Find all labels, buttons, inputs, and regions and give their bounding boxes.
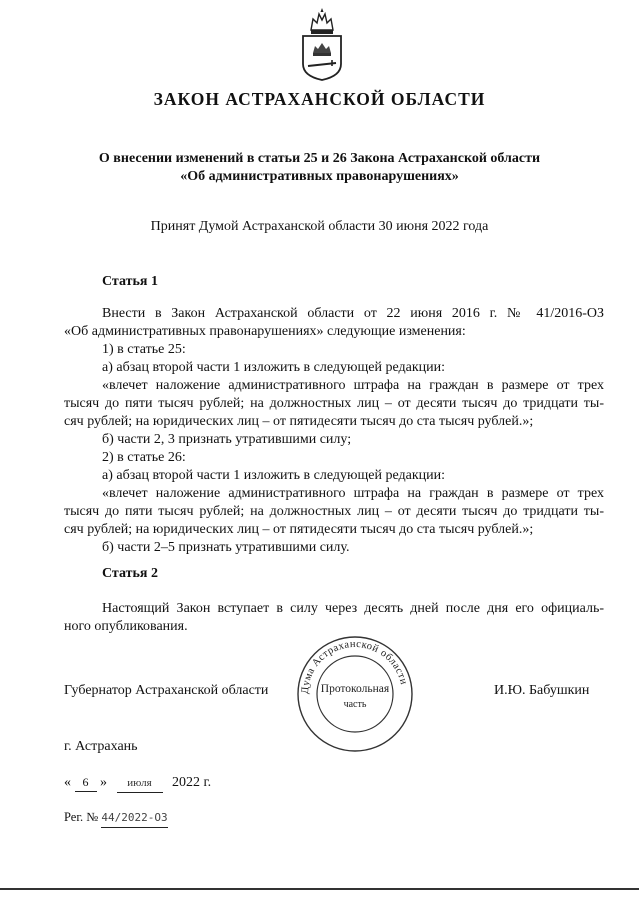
article-2-line-1: Настоящий Закон вступает в силу через десять дней после дня его официаль- [102,601,604,616]
signatory-name: И.Ю. Бабушкин [494,683,590,698]
city: г. Астрахань [64,739,138,754]
article-1-line: «Об административных правонарушениях» следующие изменения: [64,324,466,339]
article-1-line: а) абзац второй части 1 изложить в следующей редакции: [102,468,445,483]
article-1-line: сяч рублей; на юридических лиц – от пятидесяти тысяч до ста тысяч рублей.»; [64,414,534,429]
registration-label: Рег. № [64,810,99,824]
date-day: 6 [75,773,97,792]
registration [64,808,168,828]
stamp-center-line-2: часть [343,699,367,710]
stamp-center-line-1: Протокольная [320,683,390,695]
article-1-line: «влечет наложение административного штрафа на граждан в размере от трех [102,486,604,501]
article-2-line-2: ного опубликования. [64,619,188,634]
date-month: июля [117,774,163,793]
astrakhan-coat-of-arms-icon [296,6,348,82]
article-1-line: Внести в Закон Астраханской области от 22 июня 2016 г. № 41/2016-ОЗ [102,306,604,321]
article-1-line: 1) в статье 25: [102,342,186,357]
law-title: ЗАКОН АСТРАХАНСКОЙ ОБЛАСТИ [153,89,486,109]
subtitle-line-1: О внесении изменений в статьи 25 и 26 Закона Астраханской области [98,151,541,166]
law-subtitle [0,150,639,186]
article-1-line: б) части 2, 3 признать утратившими силу; [102,432,352,447]
article-2-heading: Статья 2 [102,566,158,581]
subtitle-line-2: «Об административных правонарушениях» [180,169,459,184]
article-1-heading: Статья 1 [102,274,158,289]
article-1-line: 2) в статье 26: [102,450,186,465]
date-open-quote: « [64,775,71,790]
date-close-quote: » [100,775,107,790]
signing-date [64,773,211,793]
article-1-line: «влечет наложение административного штрафа на граждан в размере от трех [102,378,604,393]
article-1-line: сяч рублей; на юридических лиц – от пятидесяти тысяч до ста тысяч рублей.»; [64,522,534,537]
official-stamp [290,635,420,753]
article-1-line: б) части 2–5 признать утратившими силу. [102,540,350,555]
stamp-ring-text: Дума Астраханской области [299,638,410,695]
article-1-line: а) абзац второй части 1 изложить в следующей редакции: [102,360,445,375]
article-1-line: тысяч до пяти тысяч рублей; на должностных лиц – от десяти тысяч до тридцати ты- [64,396,604,411]
bottom-rule [0,888,639,890]
signatory-position: Губернатор Астраханской области [64,683,269,698]
date-year: 2022 г. [172,775,212,790]
article-1-line: тысяч до пяти тысяч рублей; на должностных лиц – от десяти тысяч до тридцати ты- [64,504,604,519]
registration-number: 44/2022-ОЗ [101,809,167,828]
adoption-note: Принят Думой Астраханской области 30 июня 2022 года [150,219,489,234]
